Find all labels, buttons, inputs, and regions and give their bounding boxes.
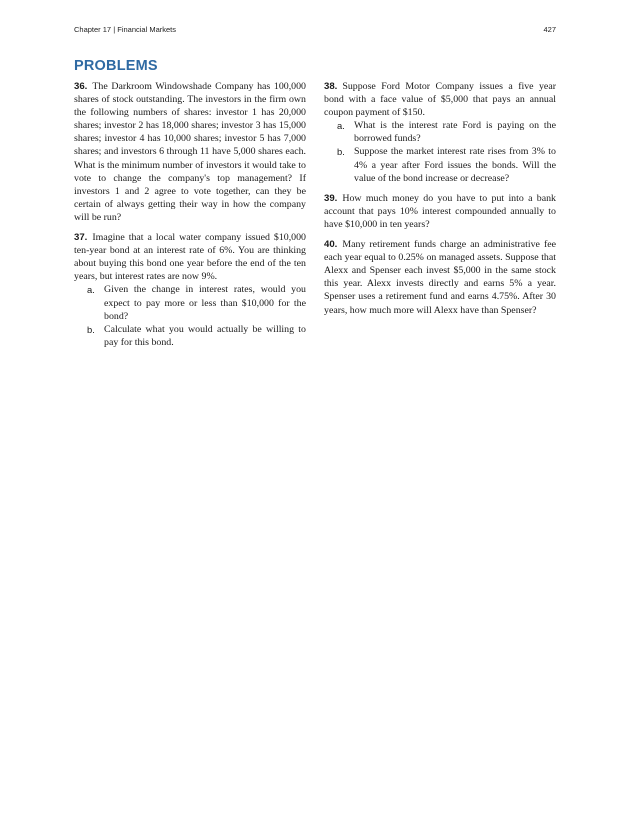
problem-number: 37.	[74, 232, 88, 244]
subquestion	[74, 283, 306, 322]
problem-40	[324, 238, 556, 317]
problem-39	[324, 192, 556, 231]
problem-number: 38.	[324, 81, 338, 92]
subquestion	[324, 119, 556, 145]
subquestion-text: Calculate what you would actually be willing to pay for this bond.	[104, 323, 306, 348]
subquestion	[324, 145, 556, 184]
problem-text: How much money do you have to put into a bank account that pays 10% interest compounded annually to have $10,000 in ten years?	[324, 192, 556, 230]
problem-text: Many retirement funds charge an administrative fee each year equal to 0.25% on managed assets. Suppose that Alexx and Spenser each invest $5,000 in the same stock this year. Alexx invests directly and earns 5% a year. Spenser uses a retirement fund and earns 4.75%. After 30 years, how much more will Alexx have than Spenser?	[324, 239, 556, 316]
subquestion-text: What is the interest rate Ford is paying on the borrowed funds?	[354, 120, 556, 145]
subquestion-text: Suppose the market interest rate rises from 3% to 4% a year after Ford issues the bonds. Will the value of the bond increase or decrease?	[354, 146, 556, 184]
subquestion-label: b.	[87, 323, 95, 335]
subquestion-label: b.	[337, 146, 345, 158]
running-head	[74, 25, 176, 34]
problem-text: The Darkroom Windowshade Company has 100,000 shares of stock outstanding. The investors in the firm own the following numbers of shares: investor 1 has 20,000 shares; investor 2 has 18,000 shares; investor 3 has 15,000 shares; investor 4 has 10,000 shares; investor 5 has 7,000 shares; and investors 6 through 11 have 5,000 shares each. What is the minimum number of investors it would take to vote to change the company's top management? If investors 1 and 2 agree to vote together, can they be certain of always getting their way in how the company will be run?	[74, 81, 306, 223]
header-separator: |	[113, 25, 116, 34]
problem-38	[324, 80, 556, 185]
problem-36	[74, 80, 306, 224]
subquestion	[74, 323, 306, 349]
section-label: Financial Markets	[117, 25, 177, 34]
problem-37	[74, 231, 306, 349]
problem-number: 36.	[74, 81, 88, 92]
chapter-label: Chapter 17	[74, 25, 112, 34]
subquestion-label: a.	[337, 120, 345, 132]
right-column	[324, 80, 556, 324]
problem-text: Imagine that a local water company issued $10,000 ten-year bond at an interest rate of 6%. You are thinking about buying this bond one year before the end of the ten years, but interest rates are now 9%.	[74, 232, 306, 283]
subquestion-list	[74, 283, 306, 348]
section-title: PROBLEMS	[74, 58, 158, 74]
problem-number: 39.	[324, 192, 338, 204]
subquestion-text: Given the change in interest rates, would you expect to pay more or less than $10,000 for the bond?	[104, 284, 306, 322]
page-number: 427	[543, 25, 556, 34]
left-column	[74, 80, 306, 356]
problem-text: Suppose Ford Motor Company issues a five year bond with a face value of $5,000 that pays an annual coupon payment of $150.	[324, 81, 556, 119]
subquestion-list	[324, 119, 556, 184]
subquestion-label: a.	[87, 284, 95, 296]
problem-number: 40.	[324, 239, 338, 251]
